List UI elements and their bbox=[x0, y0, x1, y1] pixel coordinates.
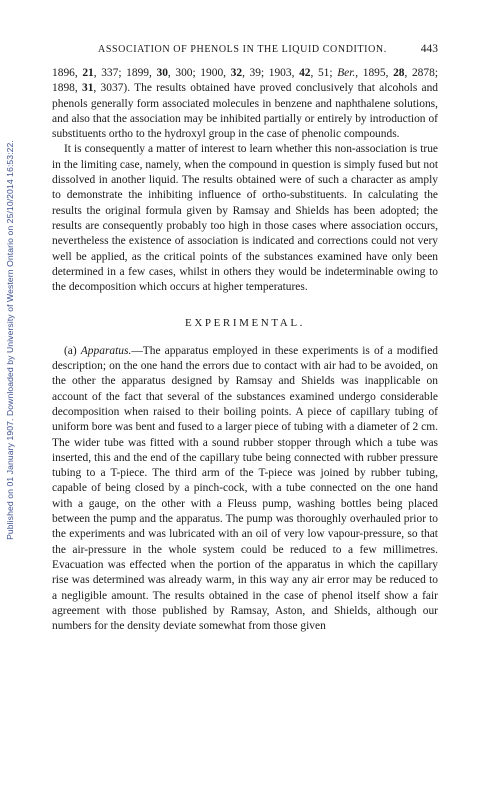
ref-page: , 1895, bbox=[355, 67, 389, 79]
paragraph-3-text: —The apparatus employed in these experiments is of a modified description; on the one hand the errors due to contact with air had to be avoided, on the other the apparatus designed by Ramsay and Shields was inapplicable on account of the fact that several of the substances examined undergo considerable decomposition when raised to their boiling points. A piece of capillary tubing of uniform bore was bent and fused to a larger piece of tubing with a diameter of 2 cm. The wider tube was fitted with a sound rubber stopper through which a tube was inserted, this and the end of the capillary tube being connected with rubber pressure tubing to a T-piece. The third arm of the T-piece was joined by rubber tubing, capable of being closed by a pinch-cock, with a tube connected on the one hand with a gauge, on the other with a Fleuss pump, washing bottles being placed between the pump and the apparatus. The pump was thoroughly overhauled prior to the experiments and was lubricated with an oil of very low vapour-pressure, so that the air-pressure in the whole system could be reduced to a few millimetres. Evacuation was effected when the portion of the apparatus in which the capillary rise was determined was already warm, in this way any air error may be reduced to a negligible amount. The results obtained in the case of phenol itself show a fair agreement with those published by Ramsay, Aston, and Shields, although our numbers for the density deviate somewhat from those given bbox=[52, 344, 439, 633]
paragraph-1-text: The results obtained have proved conclusively that alcohols and phenols generally form associated molecules in benzene and naphthalene solutions, and also that the association may be inhibited partially or entirely by introduction of substituents ortho to the hydroxyl group in the case of phenolic compounds. bbox=[52, 82, 439, 141]
paragraph-apparatus bbox=[52, 344, 438, 635]
ref-page: , 300; 1900, bbox=[167, 67, 227, 79]
ref-volume: 42 bbox=[299, 67, 311, 79]
download-notice-text: Published on 01 January 1907. Downloaded by University of Western Ontario on 25/10/2014 16:53:22. bbox=[5, 140, 16, 540]
ref-page: , 3037). bbox=[93, 82, 131, 95]
paragraph-references bbox=[52, 66, 438, 142]
ref-page: , 39; 1903, bbox=[242, 67, 295, 79]
ref-page: , 337; 1899, bbox=[93, 67, 152, 79]
paragraph-2: It is consequently a matter of interest to learn whether this non-association is true in the limiting case, namely, when the compound in question is simply fused but not dissolved in another liquid. The results obtained were of such a character as amply to demonstrate the inhibiting influence of ortho-substituents. In calculating the results the original formula given by Ramsay and Shields has been adopted; the results are consequently probably too high in those cases where association occurs, nevertheless the existence of association is indicated and corrections could not very well be applied, as the critical points of the substances examined have only been determined in a few cases, whilst in others they would be indeterminable owing to the decomposition which occurs at higher temperatures. bbox=[52, 143, 438, 294]
running-title: ASSOCIATION OF PHENOLS IN THE LIQUID CONDITION. bbox=[98, 44, 387, 55]
page-number: 443 bbox=[420, 43, 438, 55]
ref-journal: Ber. bbox=[337, 67, 356, 79]
section-heading: EXPERIMENTAL. bbox=[185, 317, 305, 330]
ref-year: 1896, bbox=[52, 67, 78, 79]
download-notice bbox=[2, 60, 18, 620]
ref-volume: 31 bbox=[81, 82, 94, 95]
ref-volume: 28 bbox=[393, 67, 405, 79]
ref-volume: 32 bbox=[230, 67, 243, 79]
ref-volume: 30 bbox=[156, 67, 168, 79]
ref-page: , 51; bbox=[310, 67, 333, 79]
item-label: (a) bbox=[64, 344, 77, 357]
subheading-apparatus: Apparatus. bbox=[80, 344, 132, 357]
article-body bbox=[52, 66, 438, 634]
ref-volume: 21 bbox=[82, 67, 94, 79]
ref-page: , 2878; 1898, bbox=[52, 67, 439, 95]
